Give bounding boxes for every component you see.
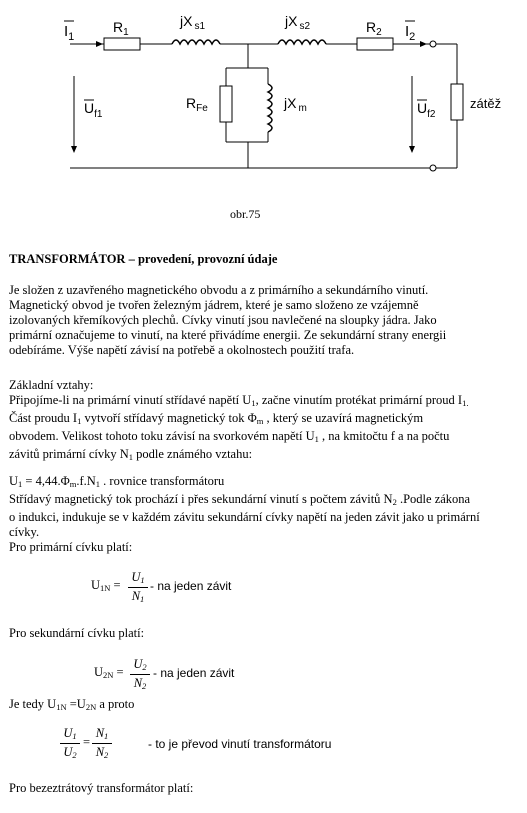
- text-line: Střídavý magnetický tok prochází i přes sekundární vinutí s počtem závitů $N_2$ .Podle zákona: [9, 492, 471, 507]
- paragraph-transformer-equation: [9, 474, 521, 555]
- text-line: Pro primární cívku platí:: [9, 540, 133, 554]
- resistor-rfe: [220, 86, 232, 122]
- terminal-top-right: [430, 41, 436, 47]
- label-i2: $I_2$: [405, 23, 416, 43]
- formula-lhs: $U_{1N}$ =: [91, 578, 121, 593]
- current-i1-arrow: [96, 41, 103, 47]
- formula-note: - na jeden závit: [153, 666, 235, 680]
- formula-numerator: $U_1$: [63, 726, 77, 741]
- label-uf1: $U_{f1}$: [84, 100, 103, 120]
- text-line: izolovaných křemíkových plechů. Cívky vinutí jsou navlečené na sloupky jádra. Jako: [9, 313, 437, 327]
- formula-note: - na jeden závit: [150, 579, 232, 593]
- load-impedance: [451, 84, 463, 120]
- fraction-bar: [130, 674, 150, 675]
- equivalent-circuit-diagram: [0, 0, 527, 230]
- figure-caption: obr.75: [230, 207, 261, 221]
- label-load: zátěž: [470, 96, 502, 111]
- last-line-text: Pro bezeztrátový transformátor platí:: [9, 781, 194, 795]
- equality-text: Je tedy $U_{1N} =U_{2N}$ a proto: [9, 697, 135, 712]
- formula-denominator: $N_1$: [131, 589, 145, 604]
- resistor-r2: [357, 38, 393, 50]
- formula-note: - to je převod vinutí transformátoru: [148, 737, 332, 751]
- fraction-bar: [92, 743, 112, 744]
- text-line: odebíráme. Výše napětí závisí na potřebě a okolnostech použití trafa.: [9, 343, 355, 357]
- section-heading: TRANSFORMÁTOR – provedení, provozní údaje: [9, 252, 278, 266]
- text-line: Základní vztahy:: [9, 378, 94, 392]
- resistor-r1: [104, 38, 140, 50]
- text-line: primární označujeme to vinutí, na které přivádíme energii. Ze sekundární strany energii: [9, 328, 447, 342]
- inductor-jxs2: [278, 40, 326, 44]
- text-line: Magnetický obvod je tvořen železným jádrem, které je samo složeno ze vzájemně: [9, 298, 419, 312]
- current-i2-arrow: [420, 41, 427, 47]
- label-jxs1: jX $_{s1}$: [180, 13, 206, 32]
- label-i1: $I_1$: [64, 23, 75, 43]
- formula-equals: =: [83, 735, 91, 749]
- label-r2: $R_2$: [366, 19, 382, 38]
- formula-numerator: $N_1$: [95, 726, 109, 741]
- formula-denominator: $N_2$: [133, 676, 147, 691]
- label-jxs2: jX $_{s2}$: [285, 13, 311, 32]
- fraction-bar: [128, 587, 148, 588]
- fraction-bar: [60, 743, 80, 744]
- voltage-uf1-arrow: [71, 146, 77, 153]
- text-line: o indukci, indukuje se v každém závitu sekundární cívky napětí na jeden závit jako u primární: [9, 510, 480, 524]
- terminal-bottom-right: [430, 165, 436, 171]
- text-line: Je složen z uzavřeného magnetického obvodu a z primárního a sekundárního vinutí.: [9, 283, 429, 297]
- text-line: obvodem. Velikost tohoto toku závisí na svorkovém napětí $U_1$ , na kmitočtu f a na počtu: [9, 429, 450, 444]
- label-jxm: jX $_m$: [284, 95, 307, 114]
- paragraph-description: [9, 283, 521, 358]
- label-rfe: $R_{Fe}$: [186, 95, 208, 114]
- inductor-jxm: [268, 84, 272, 132]
- formula-denominator: $N_2$: [95, 745, 109, 760]
- voltage-uf2-arrow: [409, 146, 415, 153]
- text-line: závitů primární cívky $N_1$ podle známého vztahu:: [9, 447, 253, 462]
- label-r1: $R_1$: [113, 19, 129, 38]
- transformer-equation: $U_1 = 4,44.\Phi_m.f.N_1$ . rovnice transformátoru: [9, 474, 225, 489]
- text-line: Připojíme-li na primární vinutí střídavé napětí $U_1$, začne vinutím protékat primární proud $I_{1.}$: [9, 393, 469, 408]
- formula-denominator: $U_2$: [63, 745, 77, 760]
- text-line: Část proudu $I_1$ vytvoří střídavý magnetický tok $\Phi_m$ , který se uzavírá magnetickým: [9, 411, 424, 426]
- secondary-coil-text: Pro sekundární cívku platí:: [9, 626, 145, 640]
- text-line: cívky.: [9, 525, 40, 539]
- label-uf2: $U_{f2}$: [417, 100, 436, 120]
- formula-lhs: $U_{2N}$ =: [94, 665, 124, 680]
- paragraph-basic-relations: [9, 378, 521, 465]
- formula-numerator: $U_2$: [133, 657, 147, 672]
- inductor-jxs1: [172, 40, 220, 44]
- formula-numerator: $U_1$: [131, 570, 145, 585]
